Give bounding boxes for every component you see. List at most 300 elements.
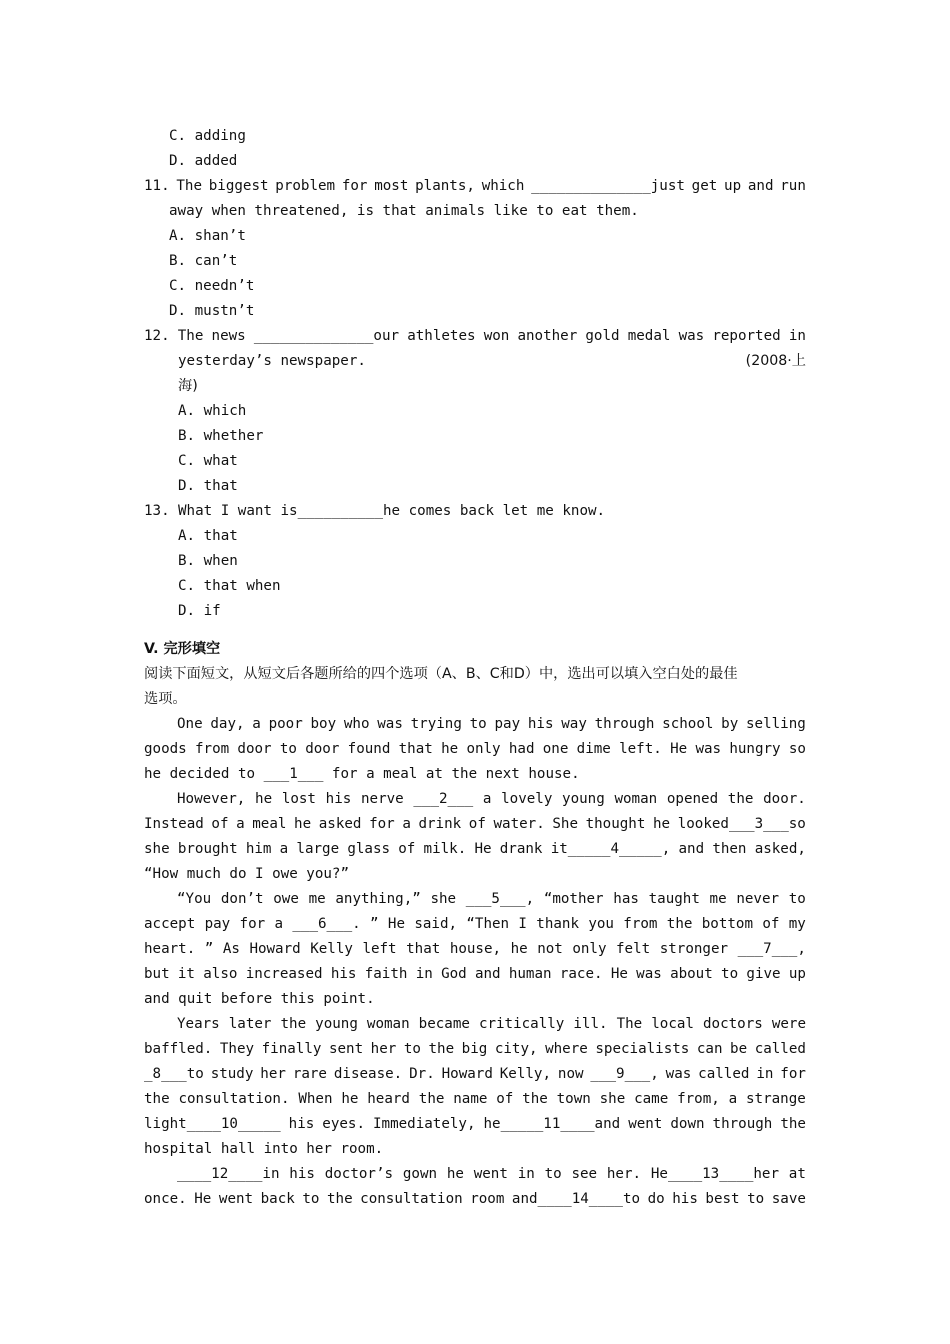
q12-option-b: B. whether xyxy=(178,428,264,444)
q12-stem-word: The xyxy=(177,328,204,344)
passage-word: selling xyxy=(746,716,806,732)
passage-word: through xyxy=(712,1116,773,1132)
passage-word: way xyxy=(561,716,587,732)
passage-word: He____13____her xyxy=(650,1166,779,1182)
q13-option-d: D. if xyxy=(178,603,221,619)
q12-stem-word: was xyxy=(678,328,705,344)
passage-word: strange xyxy=(746,1091,806,1107)
passage-word: has xyxy=(613,891,639,907)
passage-line xyxy=(144,737,806,762)
passage-word: up xyxy=(788,966,806,982)
passage-word: his xyxy=(325,791,352,807)
q13-option-a: A. that xyxy=(178,528,238,544)
passage-word: to xyxy=(747,1191,765,1207)
passage-word: light____10_____ xyxy=(144,1116,281,1132)
q11-stem-word: problem xyxy=(275,178,336,194)
passage-word: He xyxy=(610,966,628,982)
document-page xyxy=(144,124,806,1212)
passage-word: left xyxy=(362,941,397,957)
passage-word: of xyxy=(211,816,229,832)
passage-word: Instead xyxy=(144,816,204,832)
passage-word: she xyxy=(599,1091,626,1107)
passage-word: “mother xyxy=(543,891,604,907)
passage-word: be xyxy=(730,1041,748,1057)
passage-word: one xyxy=(542,741,569,757)
passage-word: day, xyxy=(210,716,245,732)
passage-word: of xyxy=(496,1091,514,1107)
passage-word: He xyxy=(474,841,492,857)
passage-word: the xyxy=(418,1091,445,1107)
passage-word: then xyxy=(712,841,747,857)
q12-stem-word: in xyxy=(788,328,806,344)
passage-word: to xyxy=(403,1041,421,1057)
passage-word: said, xyxy=(414,916,458,932)
passage-word: he xyxy=(510,941,528,957)
passage-word: Dr. xyxy=(409,1066,435,1082)
passage-word: found xyxy=(347,741,391,757)
passage-word: human xyxy=(508,966,552,982)
q12-stem-word: reported xyxy=(712,328,781,344)
passage-word: rare xyxy=(292,1066,327,1082)
q12-option-c: C. what xyxy=(178,453,238,469)
passage-word: Years xyxy=(177,1016,220,1032)
passage-word: a xyxy=(482,791,492,807)
passage-word: he_____11____and xyxy=(483,1116,621,1132)
passage-word: critically xyxy=(478,1016,565,1032)
passage-word: dime xyxy=(576,741,611,757)
passage-word: thank xyxy=(536,916,580,932)
q12-stem-word: won xyxy=(483,328,510,344)
passage-word: door xyxy=(237,741,272,757)
passage-line xyxy=(144,812,806,837)
q12-source-cont: 海) xyxy=(178,378,198,394)
passage-word: bottom xyxy=(701,916,753,932)
passage-word: door xyxy=(305,741,340,757)
q12-stem-word: news xyxy=(211,328,246,344)
q11-stem-word: biggest xyxy=(208,178,269,194)
section-title: V. 完形填空 xyxy=(144,641,221,657)
passage-word: lost xyxy=(281,791,316,807)
passage-word: eyes. xyxy=(322,1116,366,1132)
passage-word: to xyxy=(279,741,297,757)
q11-stem-word: up xyxy=(724,178,742,194)
passage-word: through xyxy=(594,716,655,732)
passage-word: of xyxy=(398,841,416,857)
q13-option-c: C. that when xyxy=(178,578,281,594)
passage-word: room xyxy=(470,1191,505,1207)
q11-stem-word: ______________just xyxy=(531,178,685,194)
passage-word: she xyxy=(430,891,457,907)
passage-word: that xyxy=(406,941,441,957)
passage-word: taught xyxy=(648,891,700,907)
passage-word: gown xyxy=(402,1166,438,1182)
passage-word: accept xyxy=(144,916,196,932)
passage-word: Howard xyxy=(249,941,301,957)
passage-word: the xyxy=(326,1191,353,1207)
passage-word: and____14____to xyxy=(511,1191,641,1207)
passage-line xyxy=(144,1037,806,1062)
passage-word: consultation. xyxy=(178,1091,290,1107)
passage-word: ___7___, xyxy=(737,941,806,957)
passage-word: her xyxy=(260,1066,286,1082)
passage-word: ill. xyxy=(573,1016,608,1032)
passage-word: a xyxy=(252,716,261,732)
passage-word: house, xyxy=(449,941,502,957)
passage-word: her xyxy=(370,1041,397,1057)
q10-option-c: C. adding xyxy=(169,128,246,144)
passage-word: she xyxy=(144,841,170,857)
passage-line xyxy=(144,712,806,737)
passage-word: drink xyxy=(418,816,462,832)
passage-word: became xyxy=(418,1016,470,1032)
passage-word: asked, xyxy=(754,841,806,857)
passage-word: hungry xyxy=(729,741,781,757)
passage-word: went xyxy=(628,1116,663,1132)
passage-word: brought xyxy=(177,841,238,857)
q13-text: What I want is__________he comes back let me know. xyxy=(178,503,606,519)
q12-stem-word: medal xyxy=(627,328,671,344)
passage-word: he xyxy=(255,791,273,807)
passage-word: Immediately, xyxy=(373,1116,476,1132)
passage-word: town xyxy=(556,1091,591,1107)
passage-word: stronger xyxy=(659,941,729,957)
q11-stem-word: and xyxy=(747,178,774,194)
passage-word: the xyxy=(666,916,693,932)
q12-option-d: D. that xyxy=(178,478,238,494)
passage-word: faith xyxy=(364,966,408,982)
q11-stem-word: plants, xyxy=(415,178,475,194)
passage-word: the xyxy=(522,1091,548,1107)
passage-word: to xyxy=(469,716,487,732)
passage-word: “You xyxy=(177,891,212,907)
passage-word: young xyxy=(315,1016,358,1032)
passage-word: a xyxy=(402,816,411,832)
passage-word: increased xyxy=(245,966,323,982)
passage-word: in xyxy=(756,1066,774,1082)
passage-word: the xyxy=(144,1091,170,1107)
passage-word: One xyxy=(177,716,203,732)
passage-word: sent xyxy=(328,1041,364,1057)
passage-word: see xyxy=(571,1166,598,1182)
passage-word: from xyxy=(623,916,658,932)
passage-line xyxy=(144,1062,806,1087)
q13-number: 13. xyxy=(144,503,170,519)
passage-word: meal xyxy=(252,816,287,832)
passage-word: ___5___, xyxy=(465,891,535,907)
passage-word: asked xyxy=(318,816,362,832)
q11-stem-line1 xyxy=(144,174,806,199)
passage-word: “Then xyxy=(466,916,510,932)
passage-word: young xyxy=(562,791,605,807)
q11-option-d: D. mustn’t xyxy=(169,303,255,319)
passage-word: once. xyxy=(144,1191,187,1207)
passage-word: poor xyxy=(268,716,303,732)
passage-word: his xyxy=(527,716,554,732)
passage-word: ___9___, xyxy=(590,1066,659,1082)
passage-word: milk. xyxy=(423,841,467,857)
passage-word: a xyxy=(728,1091,738,1107)
passage-word: his xyxy=(330,966,357,982)
passage-word: felt xyxy=(616,941,651,957)
passage-word: of xyxy=(762,916,780,932)
passage-word: baffled. xyxy=(144,1041,213,1057)
passage-line: he decided to ___1___ for a meal at the next house. xyxy=(144,766,580,782)
passage-word: opened xyxy=(666,791,719,807)
passage-word: doctors xyxy=(703,1016,763,1032)
passage-word: finally xyxy=(261,1041,322,1057)
passage-word: it xyxy=(177,966,195,982)
passage-word: pay xyxy=(494,716,521,732)
passage-word: a xyxy=(274,916,284,932)
passage-word: name xyxy=(453,1091,488,1107)
passage-word: her. xyxy=(606,1166,642,1182)
q12-number: 12. xyxy=(144,328,170,344)
passage-word: glass xyxy=(347,841,391,857)
q11-stem-word: which xyxy=(481,178,525,194)
passage-word: local xyxy=(651,1016,694,1032)
passage-word: door. xyxy=(763,791,806,807)
passage-word: but xyxy=(144,966,170,982)
passage-word: had xyxy=(508,741,535,757)
passage-line xyxy=(144,937,806,962)
section-instruction-line2: 选项。 xyxy=(144,691,187,707)
passage-word: he xyxy=(441,741,459,757)
passage-word: to xyxy=(302,1191,320,1207)
passage-line: hospital hall into her room. xyxy=(144,1141,384,1157)
passage-word: you xyxy=(588,916,614,932)
passage-word: doctor’s xyxy=(324,1166,394,1182)
passage-word: When xyxy=(298,1091,333,1107)
passage-word: disease. xyxy=(333,1066,403,1082)
passage-word: and xyxy=(474,966,501,982)
passage-word: was xyxy=(695,741,722,757)
passage-word: by xyxy=(721,716,739,732)
passage-word: was xyxy=(636,966,662,982)
passage-word: save xyxy=(771,1191,806,1207)
passage-word: The xyxy=(616,1016,643,1032)
passage-word: his xyxy=(289,1166,315,1182)
q12-stem-line2 xyxy=(144,349,806,374)
passage-word: They xyxy=(219,1041,255,1057)
passage-word: ___2___ xyxy=(413,791,474,807)
q12-stem-text: yesterday’s newspaper. xyxy=(178,353,366,369)
passage-line xyxy=(144,912,806,937)
passage-word: never xyxy=(736,891,780,907)
passage-word: to xyxy=(544,1166,562,1182)
passage-line xyxy=(144,1162,806,1187)
passage-word: him xyxy=(245,841,272,857)
passage-word: left. xyxy=(619,741,662,757)
passage-word: pay xyxy=(204,916,231,932)
q12-stem-line1 xyxy=(144,324,806,349)
q11-option-c: C. needn’t xyxy=(169,278,255,294)
passage-word: for xyxy=(239,916,266,932)
passage-word: only xyxy=(466,741,501,757)
q11-stem-word: The xyxy=(176,178,202,194)
q13-option-b: B. when xyxy=(178,553,238,569)
passage-word: lovely xyxy=(501,791,553,807)
passage-word: anything,” xyxy=(335,891,421,907)
passage-word: his xyxy=(288,1116,315,1132)
passage-word: ” xyxy=(370,916,379,932)
passage-line xyxy=(144,787,806,812)
passage-word: the xyxy=(280,1016,307,1032)
passage-word: also xyxy=(203,966,238,982)
q13-stem xyxy=(144,499,806,524)
passage-word: and xyxy=(678,841,705,857)
passage-word: who xyxy=(343,716,370,732)
q11-stem-word: run xyxy=(780,178,806,194)
section-instruction-line1: 阅读下面短文，从短文后各题所给的四个选项（A、B、C和D）中，选出可以填入空白处的最佳 xyxy=(144,666,738,682)
q11-option-a: A. shan’t xyxy=(169,228,246,244)
passage-word: now xyxy=(557,1066,584,1082)
passage-word: consultation xyxy=(360,1191,463,1207)
passage-word: boy xyxy=(310,716,337,732)
passage-word: for xyxy=(780,1066,806,1082)
passage-word: trying xyxy=(410,716,462,732)
passage-word: me xyxy=(308,891,326,907)
passage-word: study xyxy=(210,1066,254,1082)
passage-word: God xyxy=(441,966,467,982)
passage-line xyxy=(144,1012,806,1037)
passage-word: of xyxy=(468,816,486,832)
passage-word: He xyxy=(194,1191,212,1207)
passage-word: from, xyxy=(677,1091,720,1107)
passage-word: owe xyxy=(273,891,299,907)
passage-word: He xyxy=(387,916,405,932)
passage-word: ___6___. xyxy=(292,916,361,932)
q12-option-a: A. which xyxy=(178,403,247,419)
q12-stem-word: athletes xyxy=(407,328,476,344)
passage-word: for xyxy=(369,816,395,832)
passage-word: he xyxy=(341,1091,359,1107)
q12-source: (2008·上 xyxy=(745,353,806,369)
passage-word: only xyxy=(572,941,607,957)
passage-word: He xyxy=(670,741,688,757)
passage-word: goods xyxy=(144,741,187,757)
passage-word: called xyxy=(698,1066,750,1082)
q12-stem-word: another xyxy=(517,328,578,344)
q10-option-d: D. added xyxy=(169,153,238,169)
passage-word: ” xyxy=(204,941,214,957)
passage-word: it_____4_____, xyxy=(550,841,671,857)
passage-word: As xyxy=(222,941,240,957)
q11-option-b: B. can’t xyxy=(169,253,238,269)
passage-line xyxy=(144,962,806,987)
passage-word: about xyxy=(670,966,713,982)
passage-word: he xyxy=(653,816,671,832)
passage-word: the xyxy=(727,791,754,807)
passage-word: his xyxy=(672,1191,698,1207)
passage-word: race. xyxy=(559,966,603,982)
q11-stem-word: for xyxy=(341,178,368,194)
passage-line xyxy=(144,837,806,862)
passage-line: and quit before this point. xyxy=(144,991,375,1007)
passage-word: went xyxy=(473,1166,508,1182)
cloze-passage xyxy=(144,712,806,1212)
passage-word: from xyxy=(194,741,230,757)
passage-word: Kelly xyxy=(310,941,353,957)
passage-word: water. xyxy=(493,816,545,832)
passage-word: school xyxy=(662,716,714,732)
passage-word: thought xyxy=(585,816,646,832)
passage-word: my xyxy=(788,916,806,932)
q12-stem-word: ______________our xyxy=(253,328,400,344)
q11-stem-word: most xyxy=(374,178,409,194)
passage-word: woman xyxy=(366,1016,410,1032)
passage-word: he xyxy=(294,816,312,832)
passage-word: nerve xyxy=(360,791,404,807)
passage-word: was xyxy=(377,716,403,732)
passage-line xyxy=(144,1087,806,1112)
passage-word: Kelly, xyxy=(499,1066,552,1082)
passage-word: to xyxy=(788,891,806,907)
passage-word: came xyxy=(634,1091,669,1107)
passage-word: the xyxy=(428,1041,455,1057)
passage-word: looked___3___so xyxy=(677,816,806,832)
passage-word: in xyxy=(517,1166,535,1182)
passage-word: specialists xyxy=(595,1041,690,1057)
passage-line: “How much do I owe you?” xyxy=(144,866,349,882)
passage-word: She xyxy=(552,816,578,832)
passage-word: went xyxy=(218,1191,254,1207)
q11-stem-word: get xyxy=(691,178,718,194)
passage-word: give xyxy=(746,966,781,982)
passage-word: called xyxy=(754,1041,806,1057)
passage-word: I xyxy=(518,916,527,932)
passage-word: heart. xyxy=(144,941,196,957)
passage-word: were xyxy=(771,1016,806,1032)
passage-word: don’t xyxy=(220,891,264,907)
passage-line xyxy=(144,1187,806,1212)
passage-word: city, xyxy=(494,1041,538,1057)
passage-word: down xyxy=(670,1116,705,1132)
passage-word: However, xyxy=(177,791,246,807)
q11-number: 11. xyxy=(144,178,170,194)
passage-word: do xyxy=(647,1191,665,1207)
passage-word: that xyxy=(398,741,433,757)
passage-word: later xyxy=(228,1016,272,1032)
passage-word: _8___to xyxy=(144,1066,204,1082)
passage-word: drank xyxy=(499,841,543,857)
passage-word: to xyxy=(721,966,739,982)
passage-word: ____12____in xyxy=(177,1166,280,1182)
passage-word: back xyxy=(260,1191,295,1207)
passage-word: he xyxy=(446,1166,464,1182)
passage-word: where xyxy=(545,1041,588,1057)
passage-word: can xyxy=(696,1041,723,1057)
passage-word: so xyxy=(788,741,806,757)
passage-word: big xyxy=(461,1041,488,1057)
passage-word: in xyxy=(415,966,433,982)
passage-word: Howard xyxy=(441,1066,493,1082)
passage-word: a xyxy=(236,816,245,832)
passage-word: not xyxy=(537,941,563,957)
passage-word: heard xyxy=(367,1091,410,1107)
passage-word: large xyxy=(296,841,340,857)
passage-line xyxy=(144,887,806,912)
passage-word: was xyxy=(665,1066,692,1082)
passage-word: at xyxy=(788,1166,806,1182)
passage-word: me xyxy=(709,891,727,907)
q11-stem-line2: away when threatened, is that animals like to eat them. xyxy=(169,203,639,219)
passage-word: the xyxy=(780,1116,806,1132)
q12-stem-word: gold xyxy=(585,328,620,344)
passage-word: a xyxy=(279,841,289,857)
passage-word: best xyxy=(705,1191,740,1207)
passage-line xyxy=(144,1112,806,1137)
passage-word: woman xyxy=(614,791,658,807)
